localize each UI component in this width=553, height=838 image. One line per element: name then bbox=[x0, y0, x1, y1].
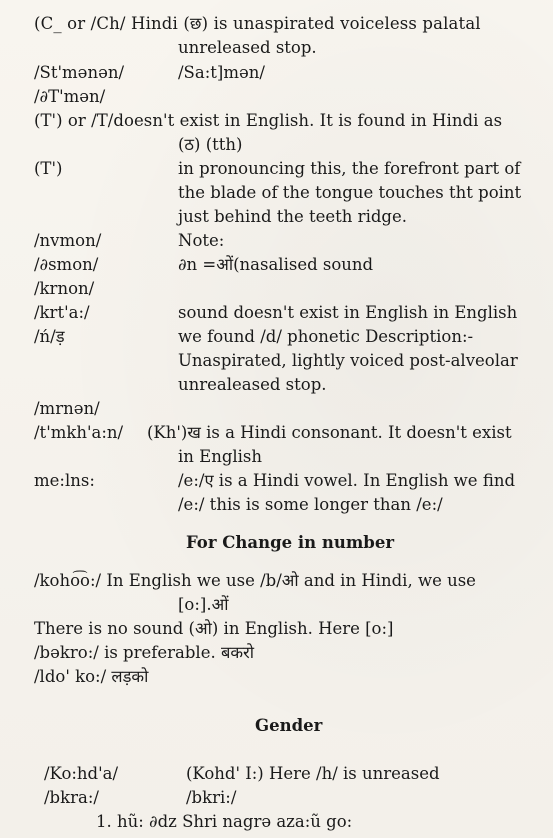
note-text: ∂n =ओं(nasalised sound bbox=[178, 255, 374, 274]
section-heading-number: For Change in number bbox=[186, 533, 395, 552]
note-label: Note: bbox=[178, 231, 225, 250]
phonetic-term: (T') bbox=[34, 159, 63, 178]
phonetic-term: me:lns: bbox=[34, 471, 95, 490]
text-line: (C_ or /Ch/ Hindi (छ) is unaspirated voiceless palatal bbox=[34, 14, 481, 33]
text-line: we found /d/ phonetic Description:- bbox=[178, 327, 474, 346]
list-item: 1. hũ: ∂dz Shri nagrǝ aza:ũ go: bbox=[96, 812, 353, 831]
phonetic-term: /krt'a:/ bbox=[34, 303, 90, 322]
text-line: /koho͡o:/ In English we use /b/ओ and in Hindi, we use bbox=[34, 571, 476, 590]
text-line: /ldo' ko:/ लड़को bbox=[34, 667, 149, 686]
phonetic-term: /ń/ड़ bbox=[34, 327, 65, 346]
text-line: /e:/ए is a Hindi vowel. In English we find bbox=[178, 471, 516, 490]
phonetic-term: /bkri:/ bbox=[186, 788, 237, 807]
section-heading-gender: Gender bbox=[255, 716, 323, 735]
phonetic-term: /Sa:t]mən/ bbox=[178, 63, 265, 82]
text-line: (T') or /T/doesn't exist in English. It is found in Hindi as bbox=[34, 111, 503, 130]
text-line: Unaspirated, lightly voiced post-alveolar bbox=[178, 351, 518, 370]
phonetic-term: /nvmon/ bbox=[34, 231, 102, 250]
text-line: /e:/ this is some longer than /e:/ bbox=[178, 495, 443, 514]
text-line: There is no sound (ओ) in English. Here [o:] bbox=[34, 619, 394, 638]
phonetic-term: /mrnǝn/ bbox=[34, 399, 100, 418]
phonetic-term: /bkra:/ bbox=[44, 788, 99, 807]
text-line: (Kh')ख is a Hindi consonant. It doesn't exist bbox=[147, 423, 512, 442]
text-line: the blade of the tongue touches tht point bbox=[178, 183, 522, 202]
text-line: sound doesn't exist in English in English bbox=[178, 303, 518, 322]
phonetic-term: /krnon/ bbox=[34, 279, 95, 298]
text-line: /bǝkro:/ is preferable. बकरो bbox=[34, 643, 255, 662]
text-line: unreleased stop. bbox=[178, 38, 317, 57]
text-line: [o:].ओं bbox=[178, 595, 229, 614]
text-line: in English bbox=[178, 447, 263, 466]
text-line: unrealeased stop. bbox=[178, 375, 327, 394]
text-line: just behind the teeth ridge. bbox=[178, 207, 407, 226]
text-line: (ठ) (tth) bbox=[178, 135, 243, 154]
phonetic-term: /Ko:hd'a/ bbox=[44, 764, 119, 783]
phonetic-term: /∂smon/ bbox=[34, 255, 99, 274]
phonetic-term: /St'mənǝn/ bbox=[34, 63, 125, 82]
text-line: in pronouncing this, the forefront part of bbox=[178, 159, 521, 178]
phonetic-term: /t'mkh'a:n/ bbox=[34, 423, 124, 442]
phonetic-term: /∂T'mən/ bbox=[34, 87, 106, 106]
text-line: (Kohd' I:) Here /h/ is unreased bbox=[186, 764, 440, 783]
